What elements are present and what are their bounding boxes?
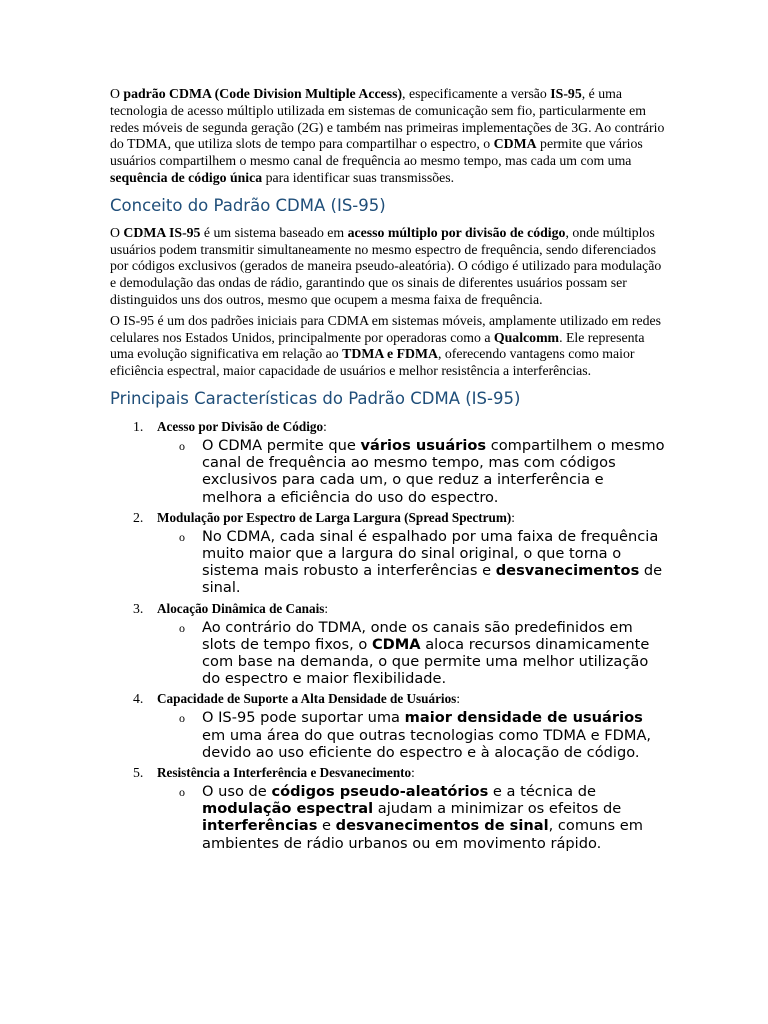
list-number: 1. [133,418,144,434]
sub-bullet [157,783,668,852]
text-run: , especificamente a versão [402,86,551,101]
bold-run: CDMA IS-95 [123,224,201,240]
colon: : [411,765,415,780]
circle-bullet-icon: o [179,620,185,635]
colon: : [511,509,515,525]
list-item [110,418,668,509]
feature-title: Acesso por Divisão de Código [157,418,324,434]
text-run: em uma área do que outras tecnologias como TDMA e FDMA, devido ao uso eficiente do espectro e à alocação de código. [202,726,652,761]
text-run: , oferecendo vantagens como maior eficiência espectral, maior capacidade de usuários e melhor resistência a interferências. [110,346,635,379]
text-run: O [110,86,124,101]
concept-paragraph-2 [110,313,668,380]
text-run: , onde múltiplos usuários podem transmitir simultaneamente no mesmo espectro de frequência, sendo diferenciados por códigos exclusivos (gerados de maneira pseudo-aleatória). O código é utilizado para modulação e demodulação das ondas de rádio, garantindo que os sinais de diferentes usuários possam ser distinguidos uns dos outros, mesmo que ocupem a mesma faixa de frequência. [110,224,662,307]
text-run: O [110,224,124,240]
bold-run: desvanecimentos [495,562,640,580]
sub-bullet-text [202,437,668,506]
text-run: aloca recursos dinamicamente com base na demanda, o que permite uma melhor utilização do espectro e maior flexibilidade. [202,635,650,688]
intro-paragraph [110,86,668,187]
sub-bullet-text [202,783,668,852]
text-run: . Ele representa uma evolução significativa em relação ao [110,329,645,362]
circle-bullet-icon: o [179,438,185,453]
text-run: , é uma tecnologia de acesso múltiplo utilizada em sistemas de comunicação sem fio, particularmente em redes móveis de segunda geração (2G) e também nas primeiras implementações de 3G. Ao contrário do TDMA, que utiliza slots de tempo para compartilhar o espectro, o [110,86,665,152]
feature-title: Capacidade de Suporte a Alta Densidade de Usuários [157,691,457,707]
text-run: é um sistema baseado em [200,224,348,240]
bold-run: desvanecimentos de sinal [335,817,549,835]
colon: : [323,418,327,434]
list-number: 2. [133,509,144,525]
list-number: 4. [133,691,144,707]
bold-run: sequência de código única [110,169,263,185]
bold-run: maior densidade de usuários [404,709,643,727]
sub-bullet-text [202,528,668,597]
bold-run: CDMA [371,635,421,653]
bold-run: vários usuários [360,436,487,454]
features-list [110,418,668,855]
section-heading-concept: Conceito do Padrão CDMA (IS-95) [110,195,386,215]
circle-bullet-icon: o [179,785,185,799]
text-run: , comuns em ambientes de rádio urbanos ou em movimento rápido. [202,817,643,852]
bold-run: Qualcomm [493,329,560,345]
text-run: para identificar suas transmissões. [262,169,455,185]
bold-run: códigos pseudo-aleatórios [271,783,489,800]
sub-bullet [157,709,668,761]
text-run: permite que vários usuários compartilhem o mesmo canal de frequência ao mesmo tempo, mas cada um com uma [110,136,643,169]
text-run: e a técnica de [488,783,596,800]
colon: : [324,600,329,616]
bold-run: interferências [202,817,318,835]
circle-bullet-icon: o [179,529,185,544]
text-run: No CDMA, cada sinal é espalhado por uma faixa de frequência muito maior que a largura do sinal original, o que torna o sistema mais robusto a interferências e [202,527,659,580]
feature-title: Resistência a Interferência e Desvanecimento [157,765,412,780]
sub-bullet [157,528,668,597]
bold-run: modulação espectral [202,800,374,818]
text-run: ajudam a minimizar os efeitos de [373,800,622,818]
bold-run: IS-95 [550,86,582,101]
list-item [110,764,668,855]
concept-paragraph-1 [110,225,668,309]
list-item [110,509,668,600]
bold-run: acesso múltiplo por divisão de código [347,224,566,240]
list-item [110,690,668,764]
text-run: O IS-95 pode suportar uma [202,709,405,727]
text-run: e [317,817,336,835]
sub-bullet-text [202,709,668,761]
text-run: O uso de [202,783,272,800]
feature-title: Alocação Dinâmica de Canais [157,600,325,616]
sub-bullet [157,437,668,506]
circle-bullet-icon: o [179,711,185,726]
feature-title: Modulação por Espectro de Larga Largura (Spread Spectrum) [157,509,512,525]
sub-bullet-text [202,619,668,688]
bold-run: TDMA e FDMA [342,346,438,362]
text-run: O IS-95 é um dos padrões iniciais para CDMA em sistemas móveis, amplamente utilizado em redes celulares nos Estados Unidos, principalmente por operadoras como a [110,312,661,345]
text-run: compartilhem o mesmo canal de frequência ao mesmo tempo, mas com códigos exclusivos para cada um, o que reduz a interferência e melhora a eficiência do uso do espectro. [202,436,665,506]
sub-bullet [157,619,668,688]
text-run: de sinal. [202,562,663,597]
text-run: O CDMA permite que [202,436,361,454]
list-number: 3. [133,600,144,616]
section-heading-features: Principais Características do Padrão CDMA (IS-95) [110,388,521,408]
list-number: 5. [133,765,144,780]
list-item [110,600,668,691]
bold-run: padrão CDMA (Code Division Multiple Access) [123,86,403,101]
colon: : [456,691,460,707]
text-run: Ao contrário do TDMA, onde os canais são predefinidos em slots de tempo fixos, o [202,618,633,653]
bold-run: CDMA [493,136,537,152]
